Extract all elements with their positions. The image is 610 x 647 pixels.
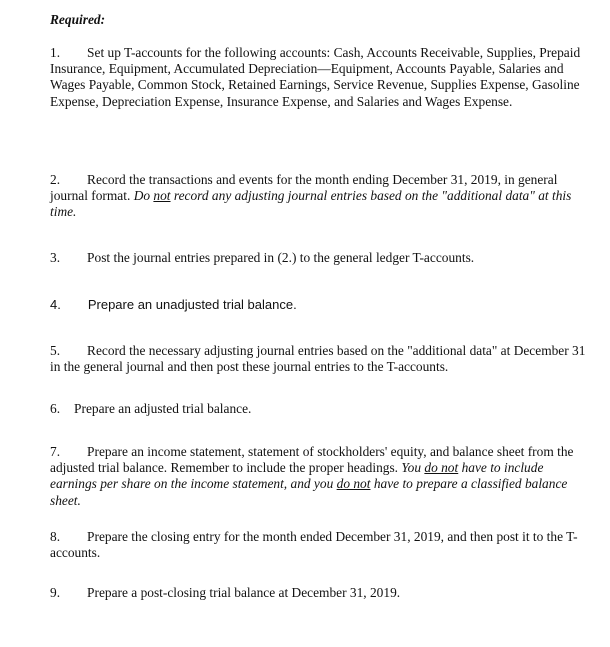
item-number: 4. [50,297,61,312]
item-number: 7. [50,444,61,459]
requirement-item-9 [50,585,590,601]
requirement-item-8 [50,529,590,561]
requirement-item-2 [50,172,590,221]
requirement-item-3 [50,250,590,266]
item-number: 8. [50,529,61,544]
item-text: Prepare a post-closing trial balance at December 31, 2019. [87,585,401,600]
item-text: Prepare an income statement, statement of stockholders' equity, and balance sheet from the adjusted trial balance. Remember to include the proper headings. [50,444,574,476]
item-text: Post the journal entries prepared in (2.) to the general ledger T-accounts. [87,250,475,265]
item-text: Set up T-accounts for the following accounts: Cash, Accounts Receivable, Supplies, Prepaid Insurance, Equipment, Accumulated Depreciation—Equipment, Accounts Payable, Salaries and Wages Payable, Common Stock, Retained Earnings, Service Revenue, Supplies Expense, Gasoline Expense, Depreciation Expense, Insurance Expense, and Salaries and Wages Expense. [50,45,581,109]
item-number: 3. [50,250,61,265]
item-text: Prepare an unadjusted trial balance. [87,297,297,312]
item-number: 6. [50,401,61,416]
item-number: 2. [50,172,61,187]
item-text: Prepare the closing entry for the month ended December 31, 2019, and then post it to the T-accounts. [50,529,578,561]
requirement-item-6 [50,401,590,417]
item-number: 1. [50,45,61,60]
required-heading: Required: [50,12,106,27]
requirement-item-7 [50,444,590,509]
item-number: 9. [50,585,61,600]
item-text: Record the necessary adjusting journal entries based on the "additional data" at December 31 in the general journal and then post these journal entries to the T-accounts. [50,343,586,375]
item-note: You do not have to include earnings per share on the income statement, and you do not have to prepare a classified balance sheet. [50,460,568,508]
item-text: Record the transactions and events for the month ending December 31, 2019, in general journal format. [50,172,558,204]
item-text: Prepare an adjusted trial balance. [74,401,252,416]
item-number: 5. [50,343,61,358]
requirement-item-5 [50,343,590,375]
requirement-item-4 [50,297,590,313]
requirement-item-1 [50,45,590,110]
item-note: Do not record any adjusting journal entries based on the "additional data" at this time. [50,188,572,220]
